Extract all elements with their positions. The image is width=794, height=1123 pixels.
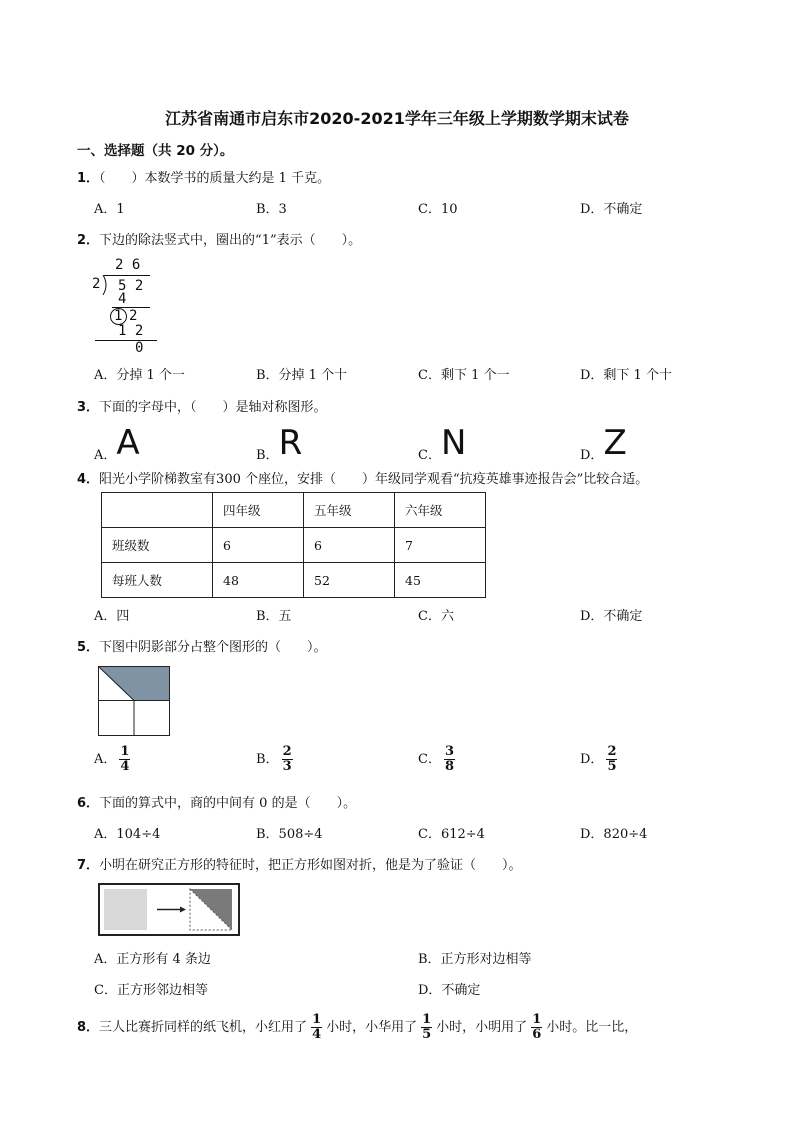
question-text: 小明在研究正方形的特征时，把正方形如图对折，他是为了验证（ ）。 <box>99 858 522 873</box>
question-number: 5． <box>77 640 100 655</box>
q6-option-a[interactable]: A．104÷4 <box>94 827 161 842</box>
table-row <box>102 563 486 598</box>
question-text: 下边的除法竖式中，圈出的“1”表示（ ）。 <box>99 233 362 248</box>
first-product: 4 <box>118 291 127 307</box>
dividend: 5 2 <box>118 278 144 294</box>
question-number: 3． <box>77 400 100 415</box>
gray-square <box>104 889 147 930</box>
q4-option-c[interactable]: C．六 <box>418 609 454 624</box>
letter-n: N <box>440 423 467 463</box>
denominator: 6 <box>532 1027 542 1042</box>
q2-option-b[interactable]: B．分掉 1 个十 <box>256 368 348 383</box>
table-header: 四年级 <box>213 493 304 528</box>
table-cell: 7 <box>395 528 486 563</box>
folding-square-figure <box>98 883 240 936</box>
q5-option-c[interactable] <box>418 745 455 774</box>
q4-option-b[interactable]: B．五 <box>256 609 292 624</box>
q4-option-a[interactable]: A．四 <box>94 609 130 624</box>
option-label: D． <box>580 752 604 767</box>
table-cell: 班级数 <box>102 528 213 563</box>
second-product: 1 2 <box>118 323 144 339</box>
denominator: 5 <box>607 759 617 774</box>
table-cell: 6 <box>213 528 304 563</box>
question-text: 下面的字母中，（ ）是轴对称图形。 <box>99 400 327 415</box>
option-label: B． <box>256 448 279 463</box>
q2-option-a[interactable]: A．分掉 1 个一 <box>94 368 185 383</box>
question-text: 下面的算式中，商的中间有 0 的是（ ）。 <box>99 796 357 811</box>
circled-digit: 1 <box>114 308 123 324</box>
brought-down-digit: 2 <box>129 308 138 324</box>
table-cell: 每班人数 <box>102 563 213 598</box>
q1-option-c[interactable]: C．10 <box>418 202 458 217</box>
division-bar <box>104 275 150 276</box>
question-text: （ ）本数学书的质量大约是 1 千克。 <box>99 171 331 186</box>
q1-option-d[interactable]: D．不确定 <box>580 202 643 217</box>
denominator: 3 <box>282 759 292 774</box>
question-4 <box>77 468 648 487</box>
q4-option-d[interactable]: D．不确定 <box>580 609 643 624</box>
question-number: 2． <box>77 233 100 248</box>
fraction <box>282 745 293 774</box>
question-number: 7． <box>77 858 100 873</box>
numerator: 3 <box>444 744 454 759</box>
q2-option-c[interactable]: C．剩下 1 个一 <box>418 368 510 383</box>
fraction <box>119 745 130 774</box>
option-label: C． <box>418 752 441 767</box>
question-2 <box>77 229 361 248</box>
table-cell: 6 <box>304 528 395 563</box>
q1-option-a[interactable]: A．1 <box>94 202 125 217</box>
numerator: 1 <box>422 1012 432 1027</box>
shaded-figure <box>98 666 170 736</box>
q3-option-a[interactable] <box>94 423 140 463</box>
q1-option-b[interactable]: B．3 <box>256 202 287 217</box>
question-number: 8． <box>77 1020 100 1035</box>
numerator: 1 <box>120 744 130 759</box>
q7-option-a[interactable]: A．正方形有 4 条边 <box>94 952 211 967</box>
q6-option-c[interactable]: C．612÷4 <box>418 827 485 842</box>
letter-r: R <box>278 423 303 463</box>
q5-option-d[interactable] <box>580 745 617 774</box>
arrow-head <box>180 907 186 913</box>
numerator: 2 <box>282 744 292 759</box>
numerator: 1 <box>312 1012 322 1027</box>
q5-option-a[interactable] <box>94 745 130 774</box>
numerator: 2 <box>607 744 617 759</box>
question-text: 小时。比一比， <box>546 1020 638 1035</box>
table-row <box>102 528 486 563</box>
option-label: B． <box>256 752 279 767</box>
question-number: 6． <box>77 796 100 811</box>
section-heading: 一、选择题（共 20 分）。 <box>77 143 234 159</box>
q5-option-b[interactable] <box>256 745 293 774</box>
denominator: 4 <box>312 1027 322 1042</box>
question-number: 1． <box>77 171 100 186</box>
quotient: 2 6 <box>115 257 141 273</box>
long-division-figure <box>90 255 160 360</box>
page-title: 江苏省南通市启东市2020-2021学年三年级上学期数学期末试卷 <box>165 109 629 128</box>
denominator: 4 <box>120 759 130 774</box>
q3-option-b[interactable] <box>256 423 303 463</box>
numerator: 1 <box>532 1012 542 1027</box>
question-7 <box>77 854 522 873</box>
question-number: 4． <box>77 472 100 487</box>
divisor: 2 <box>92 276 101 292</box>
fraction <box>531 1013 542 1042</box>
option-label: D． <box>580 448 604 463</box>
denominator: 5 <box>422 1027 432 1042</box>
question-text: 三人比赛折同样的纸飞机，小红用了 <box>99 1020 308 1035</box>
letter-a: A <box>116 423 140 463</box>
division-bracket <box>102 275 110 295</box>
option-label: A． <box>94 448 117 463</box>
option-label: C． <box>418 448 441 463</box>
letter-z: Z <box>603 423 627 463</box>
q6-option-b[interactable]: B．508÷4 <box>256 827 323 842</box>
question-6 <box>77 792 356 811</box>
fraction <box>606 745 617 774</box>
question-text: 下图中阴影部分占整个图形的（ ）。 <box>99 640 327 655</box>
table-header: 五年级 <box>304 493 395 528</box>
q3-option-d[interactable] <box>580 423 627 463</box>
question-text: 小时，小华用了 <box>326 1020 418 1035</box>
question-text: 小时，小明用了 <box>436 1020 528 1035</box>
table-cell <box>102 493 213 528</box>
remainder: 0 <box>135 340 144 356</box>
q2-option-d[interactable]: D．剩下 1 个十 <box>580 368 672 383</box>
table-header-row <box>102 493 486 528</box>
table-cell: 45 <box>395 563 486 598</box>
fraction <box>444 745 455 774</box>
table-header: 六年级 <box>395 493 486 528</box>
question-text: 阳光小学阶梯教室有300 个座位，安排（ ）年级同学观看“抗疫英雄事迹报告会”比较合适。 <box>99 472 649 487</box>
class-table <box>101 492 486 598</box>
question-8 <box>77 1013 637 1043</box>
fraction <box>311 1013 322 1042</box>
question-5 <box>77 636 327 655</box>
question-3 <box>77 396 327 415</box>
q3-option-c[interactable] <box>418 423 467 463</box>
shaded-region <box>99 667 170 701</box>
denominator: 8 <box>444 759 454 774</box>
q7-option-c[interactable]: C．正方形邻边相等 <box>94 983 208 998</box>
line-2 <box>95 340 157 341</box>
question-1 <box>77 167 330 186</box>
q6-option-d[interactable]: D．820÷4 <box>580 827 648 842</box>
q7-option-b[interactable]: B．正方形对边相等 <box>418 952 532 967</box>
option-label: A． <box>94 752 117 767</box>
table-cell: 52 <box>304 563 395 598</box>
fraction <box>421 1013 432 1042</box>
table-cell: 48 <box>213 563 304 598</box>
q7-option-d[interactable]: D．不确定 <box>418 983 481 998</box>
